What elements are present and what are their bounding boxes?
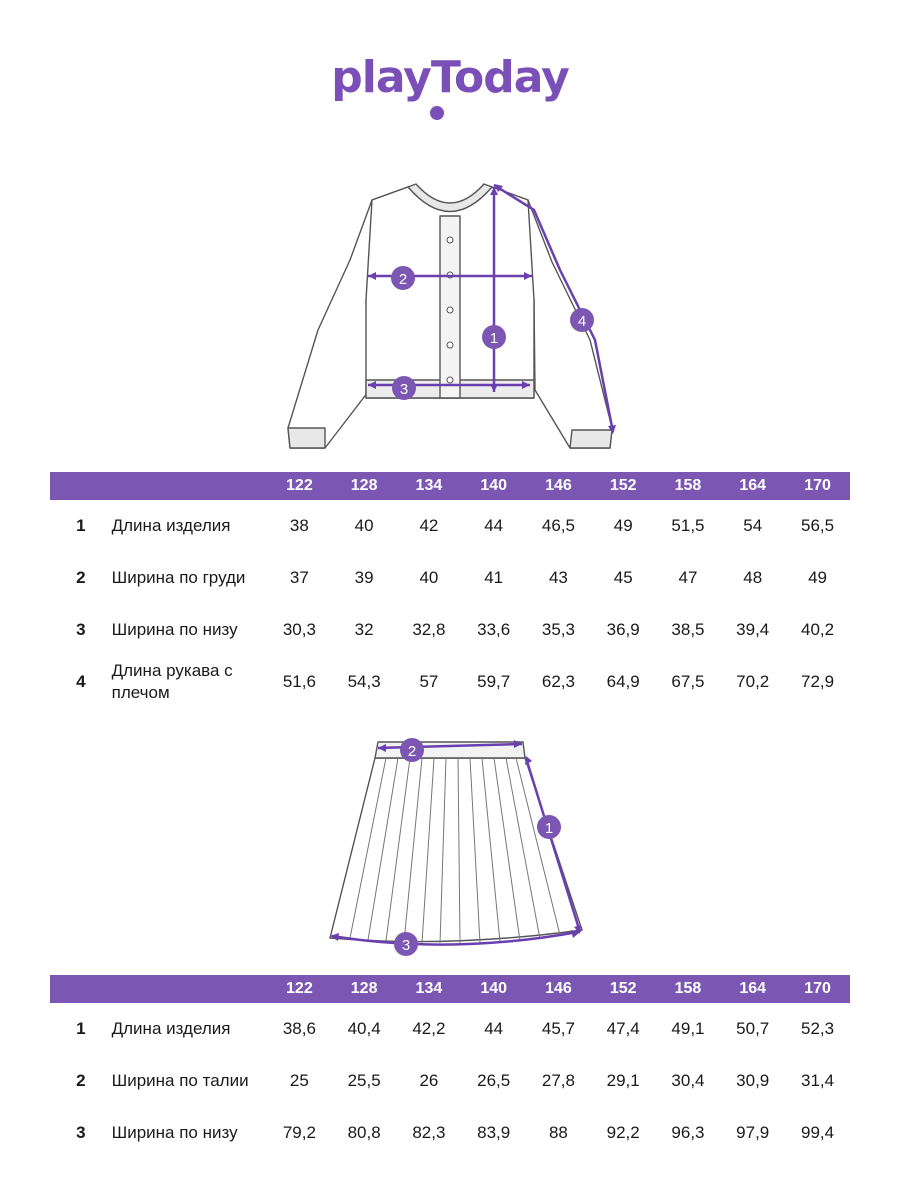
cell: 92,2 [606,1123,640,1142]
cell: 49,1 [671,1019,705,1038]
cell: 79,2 [282,1123,316,1142]
table-row [50,1055,850,1107]
cell: 25,5 [347,1071,381,1090]
cell: 26,5 [477,1071,511,1090]
jacket-size-table [50,472,850,708]
table-row [50,1107,850,1159]
skirt-marker-1 [537,815,561,839]
cell: 35,3 [541,620,575,639]
table-header-row [50,975,850,1003]
cell: 31,4 [801,1071,835,1090]
svg-text:1: 1 [489,330,499,347]
cell: 38 [289,516,309,535]
jacket-marker-2 [391,266,415,290]
table-row [50,604,850,656]
cell: 42,2 [412,1019,446,1038]
cell: 40 [354,516,374,535]
size-header: 146 [526,975,591,1003]
svg-text:3: 3 [401,937,411,954]
cell: 40 [419,568,439,587]
size-header: 128 [332,472,397,500]
skirt-drawing [320,735,590,960]
cell: 97,9 [736,1123,770,1142]
cell: 43 [548,568,568,587]
cell: 80,8 [347,1123,381,1142]
jacket-marker-1 [482,325,506,349]
row-label: Длина изделия [111,1019,231,1038]
cell: 52,3 [801,1019,835,1038]
cell: 37 [289,568,309,587]
cell: 32 [354,620,374,639]
cell: 40,4 [347,1019,381,1038]
cell: 59,7 [477,672,511,691]
cell: 30,4 [671,1071,705,1090]
row-label: Длина изделия [111,516,231,535]
skirt-marker-3 [394,932,418,956]
row-number: 3 [76,620,86,639]
cell: 70,2 [736,672,770,691]
row-label: Длина рукава с плечом [111,661,233,702]
brand-logo: playToday [331,52,569,103]
cell: 30,3 [282,620,316,639]
cell: 62,3 [541,672,575,691]
size-header: 152 [591,975,656,1003]
cell: 47,4 [606,1019,640,1038]
size-header: 122 [267,975,332,1003]
cell: 46,5 [541,516,575,535]
cell: 32,8 [412,620,446,639]
cell: 42 [419,516,439,535]
cell: 44 [484,516,504,535]
svg-text:4: 4 [577,313,587,330]
size-header: 158 [656,975,721,1003]
cell: 54,3 [347,672,381,691]
row-label: Ширина по низу [111,620,238,639]
header-empty [112,472,267,500]
cell: 99,4 [801,1123,835,1142]
skirt-size-table [50,975,850,1159]
table-row [50,656,850,708]
cell: 40,2 [801,620,835,639]
logo-dot [430,106,444,120]
size-header: 140 [461,472,526,500]
cell: 72,9 [801,672,835,691]
svg-text:1: 1 [544,820,554,837]
cell: 26 [419,1071,439,1090]
cell: 27,8 [541,1071,575,1090]
header-empty [50,472,112,500]
cell: 36,9 [606,620,640,639]
cell: 50,7 [736,1019,770,1038]
size-header: 164 [720,472,785,500]
row-label: Ширина по талии [111,1071,249,1090]
cell: 82,3 [412,1123,446,1142]
cell: 96,3 [671,1123,705,1142]
cell: 51,5 [671,516,705,535]
cell: 83,9 [477,1123,511,1142]
cell: 38,6 [282,1019,316,1038]
cell: 39 [354,568,374,587]
size-header: 146 [526,472,591,500]
cell: 29,1 [606,1071,640,1090]
cell: 30,9 [736,1071,770,1090]
row-number: 2 [76,1071,86,1090]
row-number: 2 [76,568,86,587]
cell: 67,5 [671,672,705,691]
table-row [50,552,850,604]
header-empty [50,975,112,1003]
row-label: Ширина по низу [111,1123,238,1142]
cell: 45,7 [541,1019,575,1038]
row-number: 3 [76,1123,86,1142]
size-header: 170 [785,975,850,1003]
cell: 88 [548,1123,568,1142]
row-label: Ширина по груди [111,568,246,587]
cell: 49 [613,516,633,535]
svg-text:2: 2 [398,271,408,288]
svg-text:3: 3 [399,381,409,398]
cell: 25 [289,1071,309,1090]
header-empty [112,975,267,1003]
size-header: 134 [397,472,462,500]
cell: 38,5 [671,620,705,639]
size-header: 152 [591,472,656,500]
jacket-marker-4 [570,308,594,332]
cell: 33,6 [477,620,511,639]
jacket-drawing [270,175,630,460]
row-number: 1 [76,516,86,535]
size-header: 134 [397,975,462,1003]
cell: 64,9 [606,672,640,691]
size-header: 158 [656,472,721,500]
cell: 48 [743,568,763,587]
size-header: 164 [720,975,785,1003]
table-header-row [50,472,850,500]
cell: 39,4 [736,620,770,639]
cell: 56,5 [801,516,835,535]
jacket-marker-3 [392,376,416,400]
cell: 47 [678,568,698,587]
size-header: 128 [332,975,397,1003]
row-number: 1 [76,1019,86,1038]
cell: 45 [613,568,633,587]
cell: 41 [484,568,504,587]
cell: 57 [419,672,439,691]
cell: 44 [484,1019,504,1038]
cell: 49 [808,568,828,587]
size-header: 140 [461,975,526,1003]
table-row [50,500,850,552]
cell: 51,6 [282,672,316,691]
size-header: 170 [785,472,850,500]
cell: 54 [743,516,763,535]
row-number: 4 [76,672,86,691]
svg-text:2: 2 [407,743,417,760]
size-header: 122 [267,472,332,500]
skirt-marker-2 [400,738,424,762]
table-row [50,1003,850,1055]
